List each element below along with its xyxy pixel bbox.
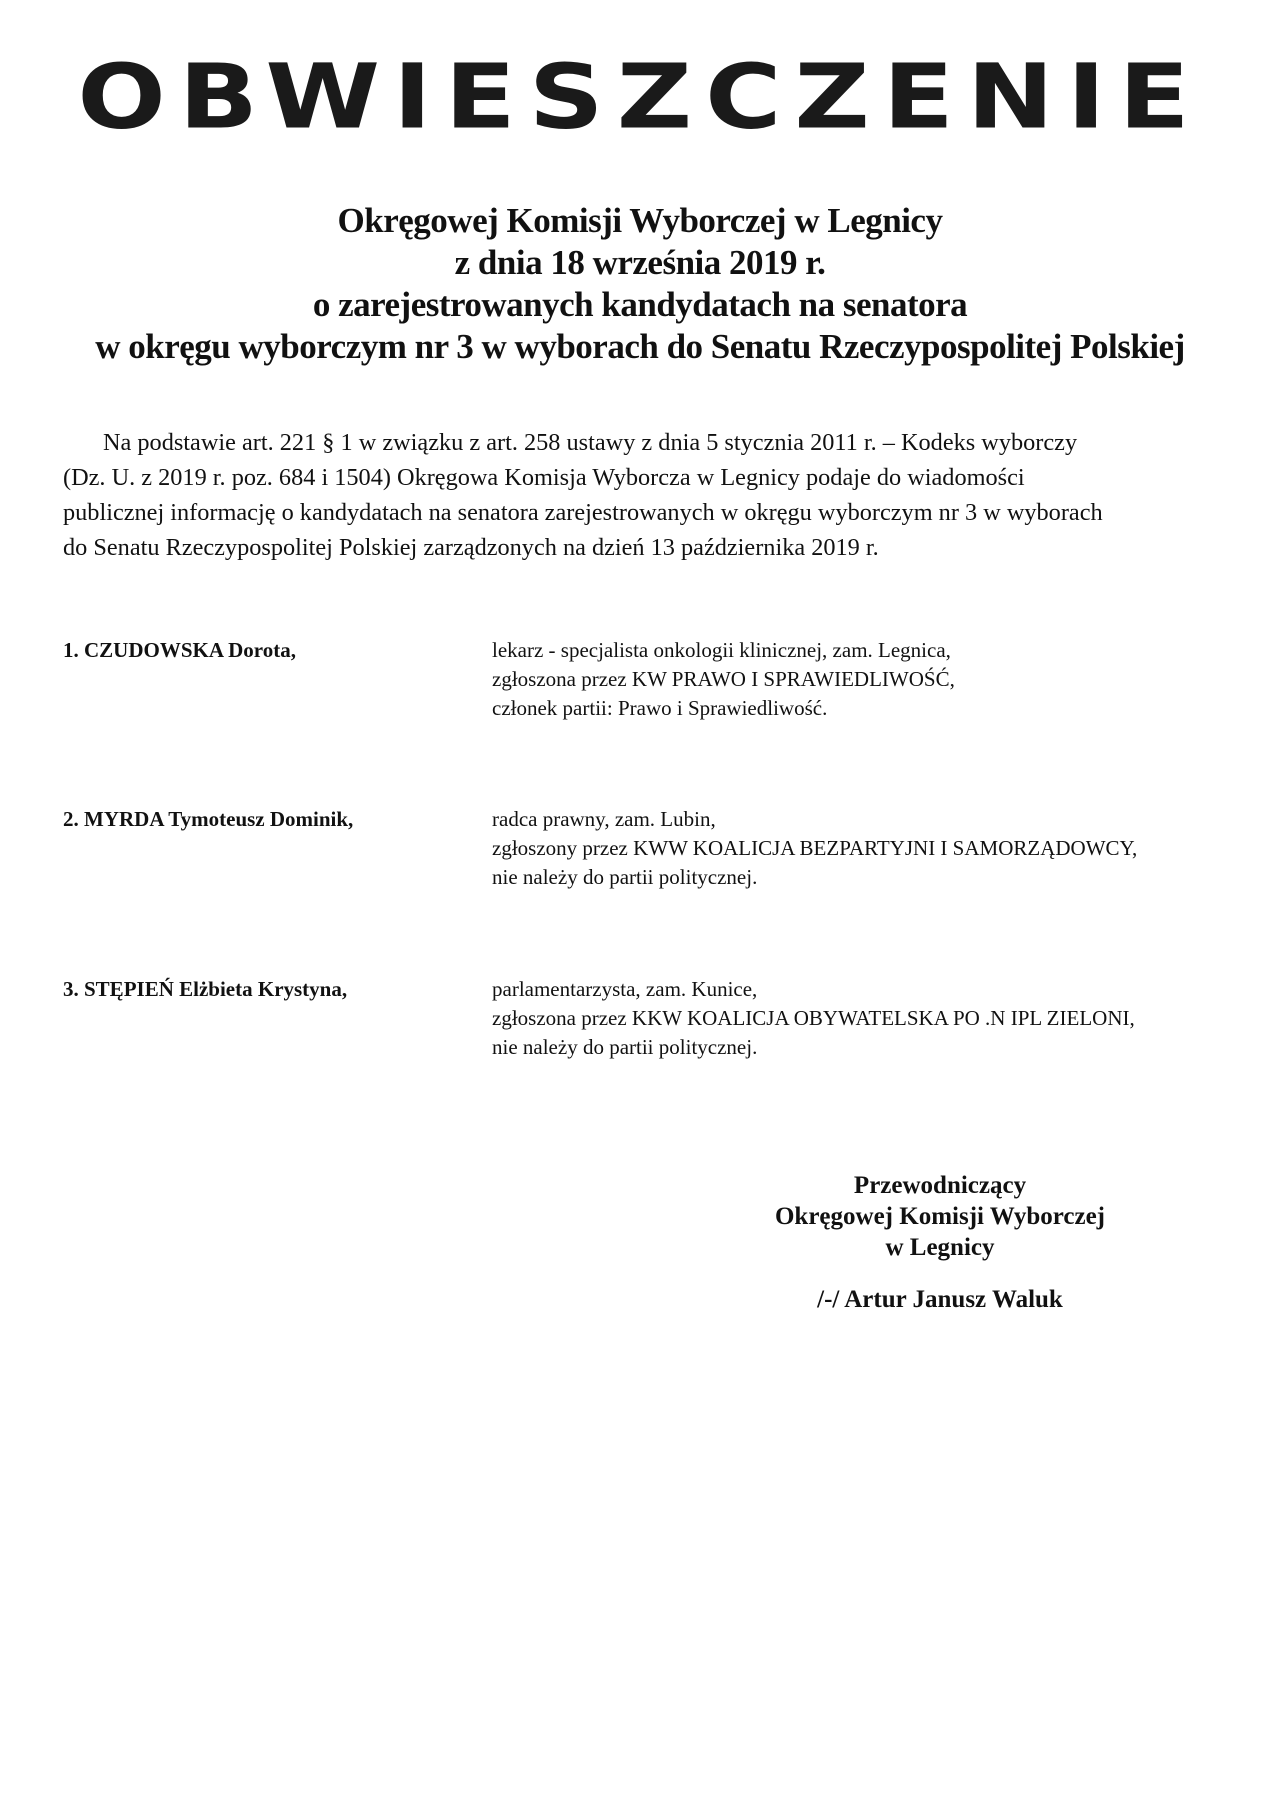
signature-title: Przewodniczący [853,1172,1027,1199]
candidate-detail-line: członek partii: Prawo i Sprawiedliwość. [492,696,828,720]
signature-place: w Legnicy [885,1234,995,1261]
signatory-name: /-/ Artur Janusz Waluk [817,1286,1063,1313]
candidate-details [492,805,1137,892]
document-subtitle [40,200,1240,368]
candidate-details [492,636,955,723]
candidate-detail-line: nie należy do partii politycznej. [492,865,758,889]
signature-body: Okręgowej Komisji Wyborczej [774,1203,1106,1230]
candidate-name: 1. CZUDOWSKA Dorota, [63,638,296,662]
signature-block [720,1170,1160,1315]
candidate-detail-line: nie należy do partii politycznej. [492,1035,758,1059]
candidate-detail-line: lekarz - specjalista onkologii klinicznej, zam. Legnica, [492,638,951,662]
candidate-detail-line: parlamentarzysta, zam. Kunice, [492,977,758,1001]
intro-line: publicznej informację o kandydatach na senatora zarejestrowanych w okręgu wyborczym nr 3 w wyborach [63,499,1103,526]
intro-line: do Senatu Rzeczypospolitej Polskiej zarządzonych na dzień 13 października 2019 r. [63,534,879,561]
subtitle-line: Okręgowej Komisji Wyborczej w Legnicy [337,201,943,240]
candidate-details [492,975,1135,1062]
intro-line: (Dz. U. z 2019 r. poz. 684 i 1504) Okręgowa Komisja Wyborcza w Legnicy podaje do wiadomości [63,464,1025,491]
intro-line: Na podstawie art. 221 § 1 w związku z art. 258 ustawy z dnia 5 stycznia 2011 r. – Kodeks wyborczy [103,429,1078,456]
candidate-detail-line: zgłoszona przez KW PRAWO I SPRAWIEDLIWOŚĆ, [492,667,955,691]
subtitle-line: o zarejestrowanych kandydatach na senatora [312,285,968,324]
page-title: OBWIESZCZENIE [77,44,1203,150]
candidate-detail-line: radca prawny, zam. Lubin, [492,807,716,831]
intro-paragraph [63,425,1216,565]
candidate-detail-line: zgłoszony przez KWW KOALICJA BEZPARTYJNI I SAMORZĄDOWCY, [492,836,1138,860]
subtitle-line: z dnia 18 września 2019 r. [454,243,826,282]
candidate-detail-line: zgłoszona przez KKW KOALICJA OBYWATELSKA PO .N IPL ZIELONI, [492,1006,1135,1030]
candidate-name: 3. STĘPIEŃ Elżbieta Krystyna, [63,977,348,1001]
candidate-name: 2. MYRDA Tymoteusz Dominik, [63,807,354,831]
subtitle-line: w okręgu wyborczym nr 3 w wyborach do Senatu Rzeczypospolitej Polskiej [95,327,1185,366]
